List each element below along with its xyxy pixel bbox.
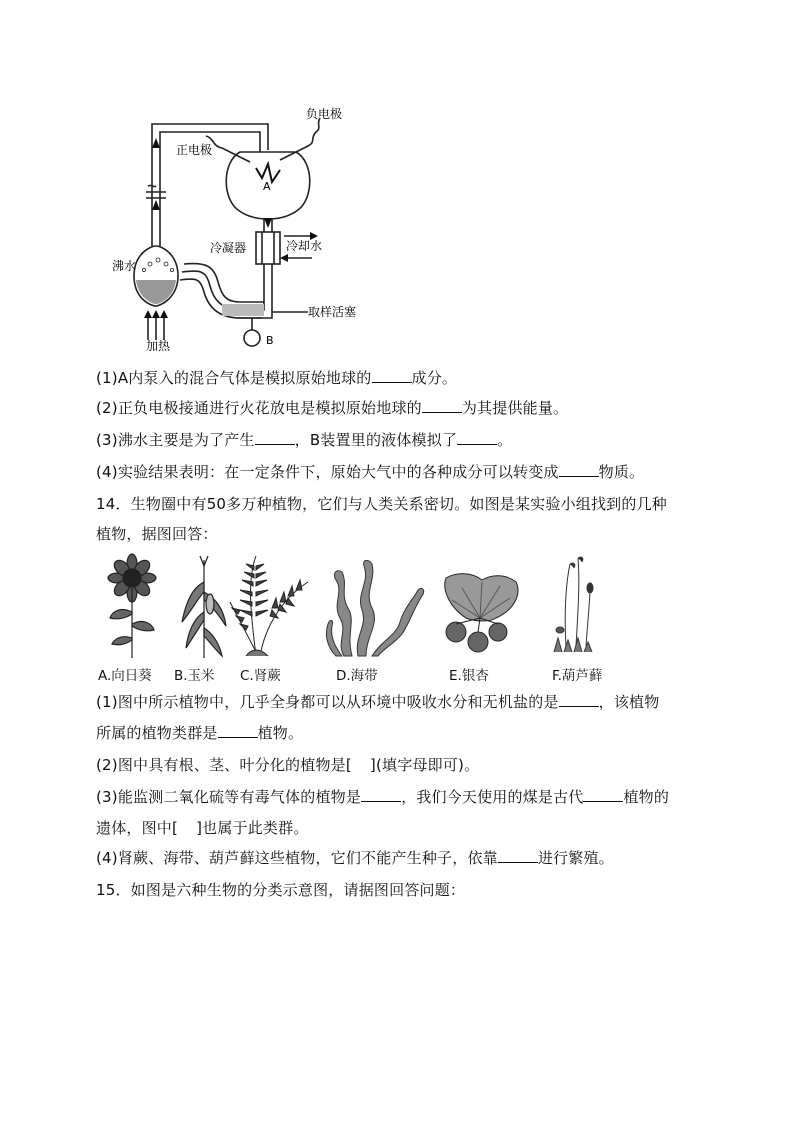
ginkgo-figure bbox=[445, 574, 518, 652]
label-condenser: 冷凝器 bbox=[210, 241, 247, 255]
q14-part4-text: (4)肾蕨、海带、葫芦藓这些植物，它们不能产生种子，依靠 bbox=[96, 849, 498, 867]
q14-part1-text-cont: 所属的植物类群是 bbox=[96, 724, 218, 742]
q13-part1-text-end: 成分。 bbox=[411, 369, 458, 387]
plants-illustration bbox=[96, 552, 636, 660]
miller-apparatus-diagram bbox=[100, 100, 360, 355]
q13-part1-text: (1)A内泵入的混合气体是模拟原始地球的 bbox=[96, 369, 372, 387]
q14-part1-line1 bbox=[96, 692, 659, 712]
q13-part3-text: (3)沸水主要是为了产生 bbox=[96, 431, 255, 449]
plant-label-d: D.海带 bbox=[336, 668, 378, 684]
q15-stem: 15．如图是六种生物的分类示意图，请据图回答问题： bbox=[96, 881, 466, 899]
q14-part2-text-end: ](填字母即可)。 bbox=[369, 756, 480, 774]
q14-part1-text: (1)图中所示植物中，几乎全身都可以从环境中吸收水分和无机盐的是 bbox=[96, 693, 559, 711]
q13-part2 bbox=[96, 398, 568, 418]
q13-part4-text-end: 物质。 bbox=[598, 463, 645, 481]
q14-part3-text: (3)能监测二氧化硫等有毒气体的植物是 bbox=[96, 788, 362, 806]
q14-part2-text: (2)图中具有根、茎、叶分化的植物是[ bbox=[96, 756, 352, 774]
q13-part4 bbox=[96, 462, 644, 482]
answer-blank[interactable] bbox=[255, 430, 295, 445]
answer-blank[interactable] bbox=[559, 462, 599, 477]
plant-label-a: A.向日葵 bbox=[98, 668, 152, 684]
q14-part1-text-end: 植物。 bbox=[257, 724, 304, 742]
moss-figure bbox=[554, 557, 593, 652]
q13-part2-text-end: 为其提供能量。 bbox=[461, 399, 569, 417]
q14-part3-text-end: ]也属于此类群。 bbox=[196, 819, 309, 837]
q14-part1-line2 bbox=[96, 723, 303, 743]
label-negative-electrode: 负电极 bbox=[306, 107, 343, 121]
q14-part2 bbox=[96, 755, 479, 775]
q14-part3-text-cont: 遗体，图中[ bbox=[96, 819, 179, 837]
q13-part3-text-mid: ，B装置里的液体模拟了 bbox=[294, 431, 458, 449]
q14-part4 bbox=[96, 848, 614, 868]
answer-blank[interactable] bbox=[422, 398, 462, 413]
answer-blank[interactable] bbox=[372, 368, 412, 383]
plant-label-c: C.肾蕨 bbox=[240, 668, 281, 684]
plant-label-f: F.葫芦藓 bbox=[552, 668, 603, 684]
q13-part4-text: (4)实验结果表明：在一定条件下，原始大气中的各种成分可以转变成 bbox=[96, 463, 559, 481]
answer-blank[interactable] bbox=[583, 787, 623, 802]
answer-blank[interactable] bbox=[559, 692, 599, 707]
answer-blank[interactable] bbox=[498, 848, 538, 863]
q14-part3-line2 bbox=[96, 818, 309, 838]
q13-part2-text: (2)正负电极接通进行火花放电是模拟原始地球的 bbox=[96, 399, 422, 417]
fern-figure bbox=[230, 556, 308, 656]
q14-part3-text-mid2: 植物的 bbox=[623, 788, 670, 806]
label-boiling-water: 沸水 bbox=[112, 259, 137, 273]
sunflower-figure bbox=[108, 554, 156, 658]
answer-blank[interactable] bbox=[218, 723, 258, 738]
label-cooling-water: 冷却水 bbox=[286, 239, 323, 253]
q14-stem-line2: 植物，据图回答： bbox=[96, 525, 218, 543]
q14-part1-text-mid: ，该植物 bbox=[598, 693, 660, 711]
plant-label-b: B.玉米 bbox=[174, 668, 215, 684]
q14-part3-line1 bbox=[96, 787, 669, 807]
q13-part1 bbox=[96, 368, 457, 388]
q14-part4-text-end: 进行繁殖。 bbox=[537, 849, 614, 867]
label-flask-b: B bbox=[266, 334, 274, 347]
label-sampling-valve: 取样活塞 bbox=[308, 305, 357, 319]
q13-part3-text-end: 。 bbox=[497, 431, 513, 449]
label-positive-electrode: 正电极 bbox=[176, 143, 213, 157]
kelp-figure bbox=[326, 560, 423, 656]
label-heating: 加热 bbox=[146, 339, 171, 353]
corn-figure bbox=[182, 556, 226, 658]
answer-blank[interactable] bbox=[361, 787, 401, 802]
q14-part3-text-mid: ，我们今天使用的煤是古代 bbox=[401, 788, 584, 806]
q13-part3 bbox=[96, 430, 512, 450]
label-flask-a: A bbox=[263, 180, 271, 193]
q14-stem-line1: 14．生物圈中有50多万种植物，它们与人类关系密切。如图是某实验小组找到的几种 bbox=[96, 495, 667, 513]
plant-label-e: E.银杏 bbox=[449, 668, 489, 684]
answer-blank[interactable] bbox=[457, 430, 497, 445]
